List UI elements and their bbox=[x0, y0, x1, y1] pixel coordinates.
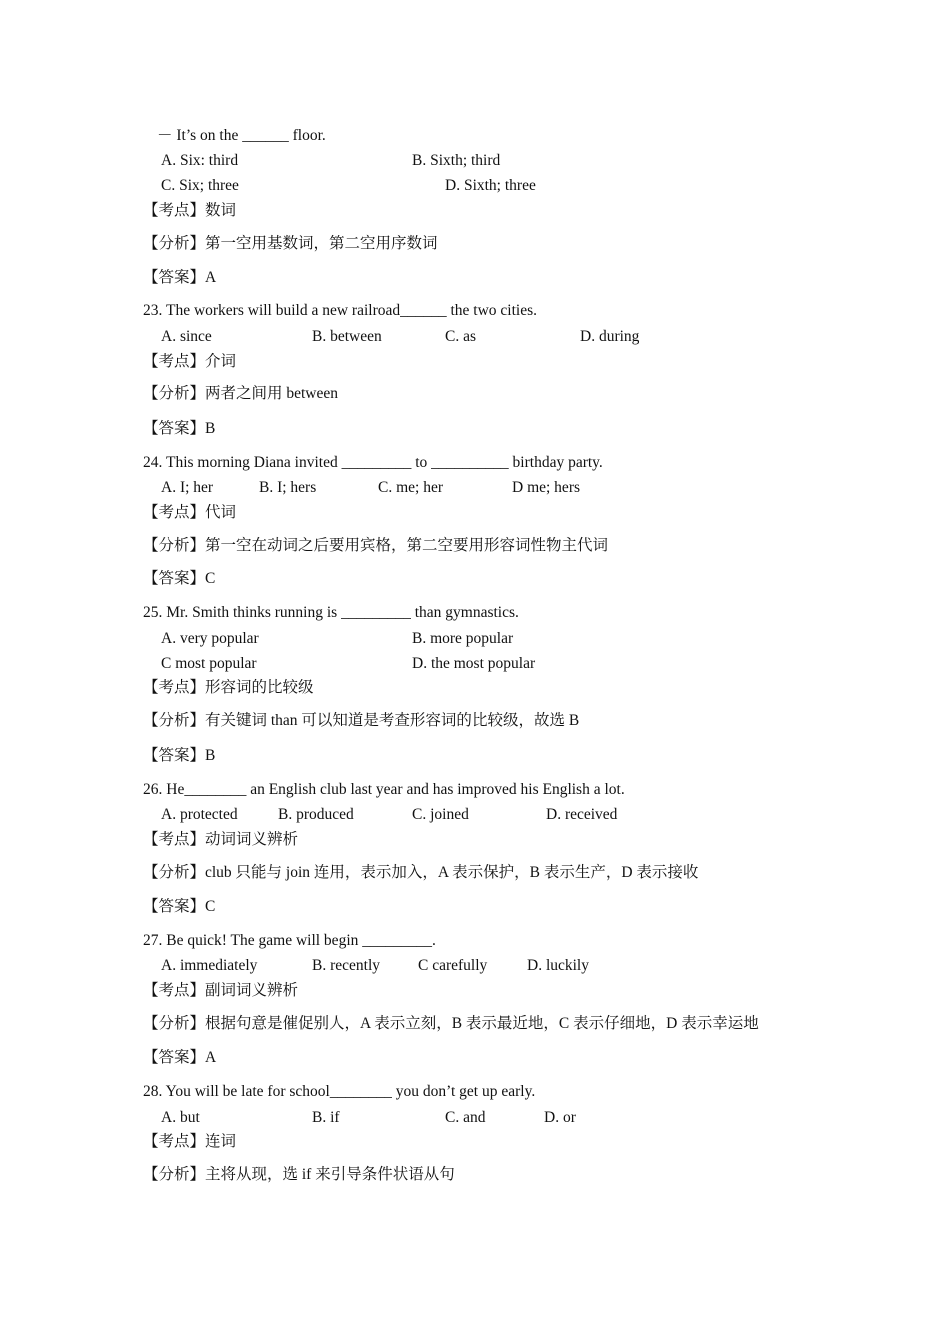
answer: 【答案】C bbox=[143, 570, 216, 587]
option-b: B. if bbox=[312, 1109, 340, 1126]
exam-point: 【考点】连词 bbox=[143, 1133, 237, 1150]
option-b: B. recently bbox=[312, 957, 381, 974]
question-stem: 28. You will be late for school________ you don’t get up early. bbox=[143, 1083, 536, 1100]
option-b: B. Sixth; third bbox=[412, 152, 501, 169]
analysis: 【分析】主将从现，选 if 来引导条件状语从句 bbox=[143, 1166, 455, 1183]
analysis: 【分析】第一空用基数词，第二空用序数词 bbox=[143, 235, 438, 252]
option-d: D. luckily bbox=[527, 957, 589, 974]
option-a: A. immediately bbox=[161, 957, 258, 974]
answer: 【答案】A bbox=[143, 1049, 217, 1066]
option-a: A. protected bbox=[161, 806, 238, 823]
option-d: D. or bbox=[544, 1109, 576, 1126]
exam-point: 【考点】动词词义辨析 bbox=[143, 831, 299, 848]
option-a: A. since bbox=[161, 328, 212, 345]
option-d: D. during bbox=[580, 328, 640, 345]
exam-point: 【考点】数词 bbox=[143, 202, 237, 219]
option-c: C. Six; three bbox=[161, 177, 239, 194]
option-d: D me; hers bbox=[512, 479, 581, 496]
option-d: D. received bbox=[546, 806, 618, 823]
question-stem: 24. This morning Diana invited _________ to __________ birthday party. bbox=[143, 454, 603, 471]
option-b: B. I; hers bbox=[259, 479, 317, 496]
question-stem: 23. The workers will build a new railroad______ the two cities. bbox=[143, 302, 538, 319]
option-c: C most popular bbox=[161, 655, 257, 672]
option-b: B. produced bbox=[278, 806, 354, 823]
exam-point: 【考点】介词 bbox=[143, 353, 237, 370]
option-c: C. joined bbox=[412, 806, 469, 823]
exam-point: 【考点】副词词义辨析 bbox=[143, 982, 299, 999]
analysis: 【分析】club 只能与 join 连用，表示加入，A 表示保护，B 表示生产，D 表示接收 bbox=[143, 864, 699, 881]
question-stem: 26. He________ an English club last year and has improved his English a lot. bbox=[143, 781, 625, 798]
option-c: C. and bbox=[445, 1109, 486, 1126]
option-c: C. me; her bbox=[378, 479, 443, 496]
option-d: D. Sixth; three bbox=[445, 177, 536, 194]
analysis: 【分析】第一空在动词之后要用宾格，第二空要用形容词性物主代词 bbox=[143, 537, 609, 554]
analysis: 【分析】根据句意是催促别人，A 表示立刻，B 表示最近地，C 表示仔细地，D 表示幸运地 bbox=[143, 1015, 759, 1032]
option-d: D. the most popular bbox=[412, 655, 536, 672]
answer: 【答案】A bbox=[143, 269, 217, 286]
analysis: 【分析】两者之间用 between bbox=[143, 385, 339, 402]
exam-point: 【考点】代词 bbox=[143, 504, 237, 521]
question-stem: 25. Mr. Smith thinks running is _________ than gymnastics. bbox=[143, 604, 519, 621]
option-c: C. as bbox=[445, 328, 476, 345]
answer: 【答案】C bbox=[143, 898, 216, 915]
option-a: A. I; her bbox=[161, 479, 214, 496]
answer: 【答案】B bbox=[143, 747, 216, 764]
question-stem: 27. Be quick! The game will begin _________. bbox=[143, 932, 436, 949]
question-stem: － It’s on the ______ floor. bbox=[157, 127, 326, 144]
option-a: A. very popular bbox=[161, 630, 259, 647]
analysis: 【分析】有关键词 than 可以知道是考查形容词的比较级，故选 B bbox=[143, 712, 580, 729]
option-b: B. more popular bbox=[412, 630, 514, 647]
exam-point: 【考点】形容词的比较级 bbox=[143, 679, 314, 696]
option-a: A. Six: third bbox=[161, 152, 239, 169]
option-a: A. but bbox=[161, 1109, 200, 1126]
option-c: C carefully bbox=[418, 957, 488, 974]
option-b: B. between bbox=[312, 328, 382, 345]
answer: 【答案】B bbox=[143, 420, 216, 437]
